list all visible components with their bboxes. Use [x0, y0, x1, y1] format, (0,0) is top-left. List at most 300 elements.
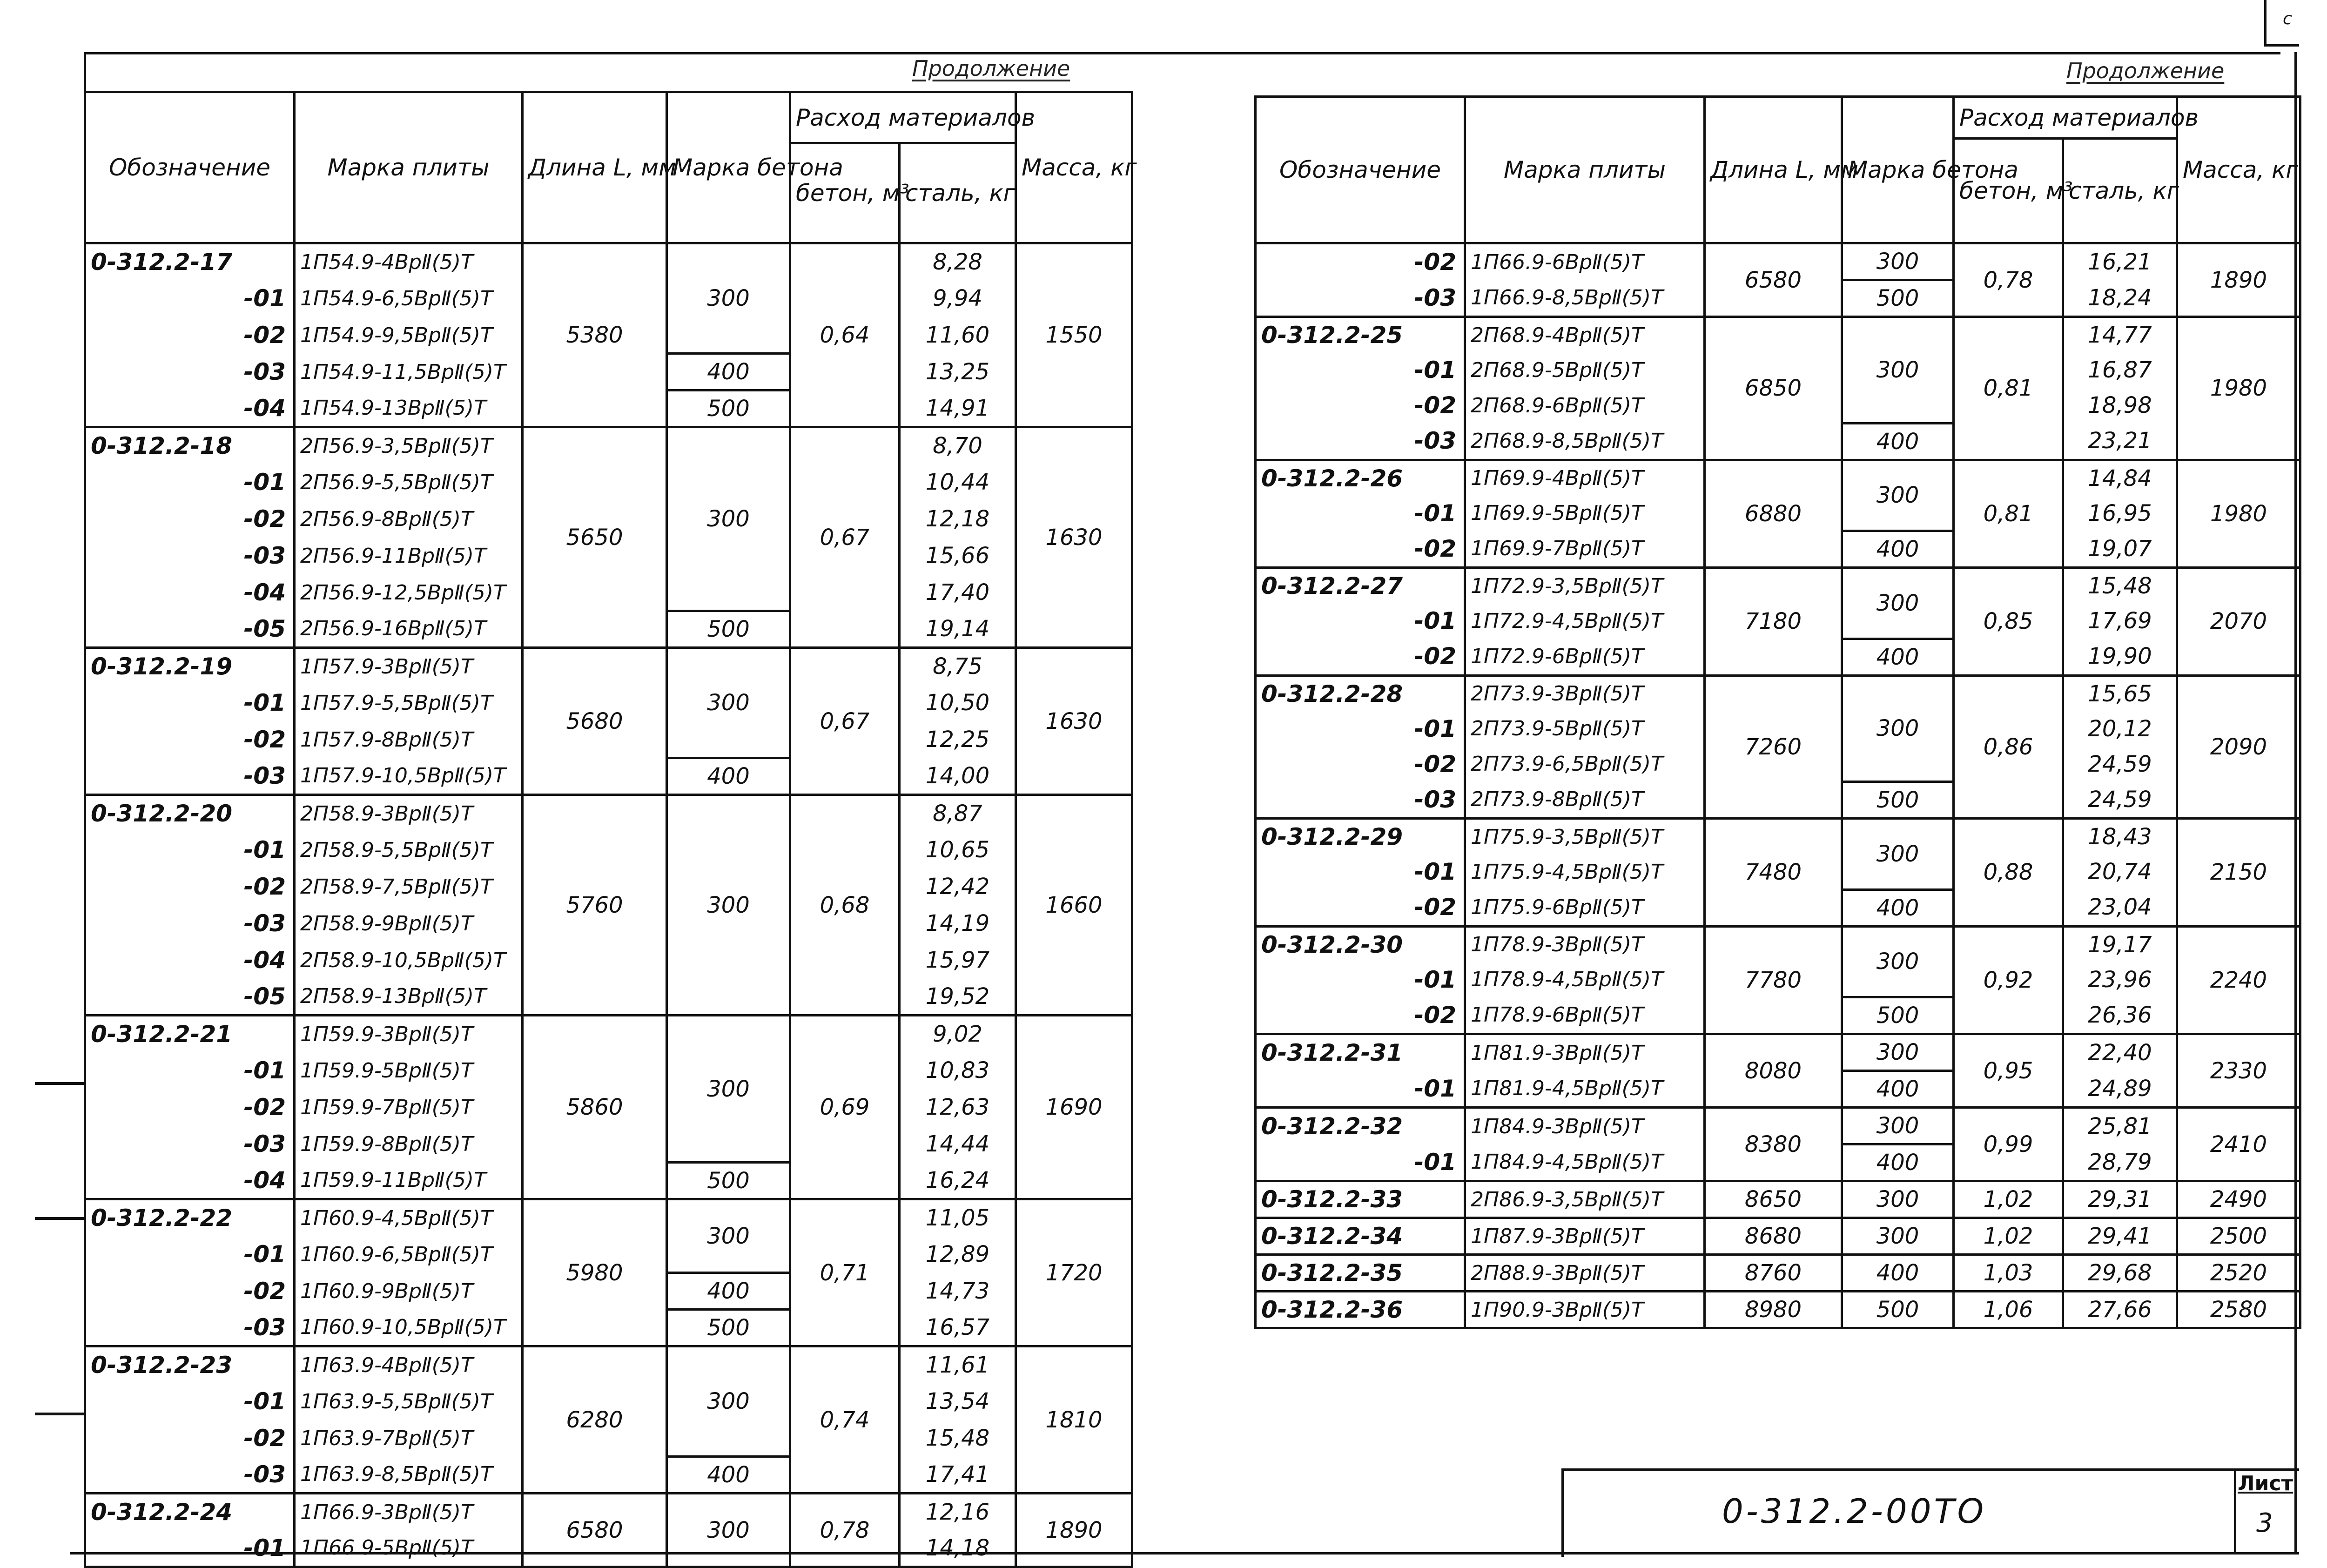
steel-cell: 14,77 [2063, 317, 2177, 353]
concrete-mark-cell: 400 [667, 1457, 790, 1494]
steel-cell: 14,19 [900, 905, 1016, 942]
plate-mark-cell: 1П75.9-3,5ВрⅡ(5)Т [1465, 819, 1705, 855]
concrete-mark-cell: 400 [1842, 531, 1954, 568]
steel-cell: 24,59 [2063, 782, 2177, 819]
concrete-volume-cell: 0,67 [790, 427, 900, 648]
table-row [1256, 1181, 2300, 1218]
plate-mark-cell: 1П63.9-8,5ВрⅡ(5)Т [295, 1457, 523, 1494]
length-cell: 5650 [523, 427, 667, 648]
plate-mark-cell: 1П57.9-8ВрⅡ(5)Т [295, 721, 523, 758]
concrete-mark-cell: 300 [667, 243, 790, 354]
concrete-volume-cell: 0,88 [1954, 819, 2063, 927]
concrete-volume-cell: 0,64 [790, 243, 900, 427]
steel-cell: 12,63 [900, 1089, 1016, 1126]
length-cell: 7260 [1705, 675, 1842, 819]
mass-cell: 1890 [1016, 1494, 1132, 1567]
designation-subindex-cell: -02 [85, 1273, 295, 1310]
designation-subindex-cell: -01 [85, 1383, 295, 1420]
mass-cell: 2580 [2177, 1292, 2300, 1328]
concrete-mark-cell: 400 [1842, 889, 1954, 926]
concrete-mark-cell: 300 [1842, 819, 1954, 890]
concrete-mark-cell: 400 [1842, 639, 1954, 675]
mass-cell: 1810 [1016, 1346, 1132, 1494]
designation-subindex-cell: -02 [1256, 889, 1465, 926]
length-cell: 6280 [523, 1346, 667, 1494]
designation-subindex-cell: -01 [85, 1236, 295, 1273]
mass-cell: 1980 [2177, 317, 2300, 460]
plate-mark-cell: 1П63.9-4ВрⅡ(5)Т [295, 1346, 523, 1383]
plate-mark-cell: 1П81.9-4,5ВрⅡ(5)Т [1465, 1071, 1705, 1108]
steel-cell: 15,66 [900, 538, 1016, 574]
steel-cell: 13,54 [900, 1383, 1016, 1420]
mass-cell: 2090 [2177, 675, 2300, 819]
steel-cell: 19,90 [2063, 639, 2177, 675]
plate-mark-cell: 2П56.9-11ВрⅡ(5)Т [295, 538, 523, 574]
steel-cell: 14,18 [900, 1530, 1016, 1567]
plate-mark-cell: 1П60.9-4,5ВрⅡ(5)Т [295, 1199, 523, 1236]
plate-mark-cell: 2П56.9-5,5ВрⅡ(5)Т [295, 464, 523, 501]
steel-cell: 8,28 [900, 243, 1016, 280]
length-cell: 7780 [1705, 926, 1842, 1034]
designation-subindex-cell: -01 [1256, 352, 1465, 388]
mass-cell: 1550 [1016, 243, 1132, 427]
length-cell: 8680 [1705, 1218, 1842, 1255]
mass-cell: 2500 [2177, 1218, 2300, 1255]
mass-cell: 2070 [2177, 568, 2300, 676]
steel-cell: 19,07 [2063, 531, 2177, 568]
concrete-mark-cell: 300 [667, 1199, 790, 1273]
table-row [1256, 1218, 2300, 1255]
plate-mark-cell: 2П58.9-3ВрⅡ(5)Т [295, 795, 523, 832]
length-cell: 5380 [523, 243, 667, 427]
designation-cell: 0-312.2-21 [85, 1016, 295, 1052]
length-cell: 6580 [523, 1494, 667, 1567]
steel-cell: 15,48 [2063, 568, 2177, 604]
plate-mark-cell: 1П72.9-4,5ВрⅡ(5)Т [1465, 603, 1705, 639]
steel-cell: 16,95 [2063, 496, 2177, 531]
concrete-mark-cell: 300 [1842, 1034, 1954, 1071]
designation-subindex-cell: -02 [1256, 747, 1465, 782]
header-concrete-volume: бетон, м³ [1954, 139, 2063, 243]
designation-subindex-cell: -03 [85, 538, 295, 574]
plate-mark-cell: 2П58.9-10,5ВрⅡ(5)Т [295, 942, 523, 979]
designation-cell: 0-312.2-18 [85, 427, 295, 464]
steel-cell: 19,17 [2063, 926, 2177, 962]
length-cell: 6580 [1705, 243, 1842, 317]
steel-cell: 17,41 [900, 1457, 1016, 1494]
table-header-left [85, 92, 1137, 243]
plate-mark-cell: 2П58.9-13ВрⅡ(5)Т [295, 979, 523, 1016]
plate-mark-cell: 1П57.9-10,5ВрⅡ(5)Т [295, 758, 523, 795]
header-length: Длина L, мм [1705, 97, 1842, 243]
concrete-volume-cell: 0,78 [1954, 243, 2063, 317]
designation-subindex-cell: -01 [1256, 854, 1465, 889]
steel-cell: 14,44 [900, 1126, 1016, 1163]
concrete-mark-cell: 300 [1842, 568, 1954, 639]
steel-cell: 14,84 [2063, 460, 2177, 496]
table-row [85, 1199, 1132, 1236]
table-row [85, 1494, 1132, 1530]
steel-cell: 15,48 [900, 1420, 1016, 1457]
header-length: Длина L, мм [523, 92, 667, 243]
plate-mark-cell: 1П66.9-8,5ВрⅡ(5)Т [1465, 280, 1705, 317]
header-steel: сталь, кг [900, 143, 1016, 243]
header-plate-mark: Марка плиты [1465, 97, 1705, 243]
designation-cell: 0-312.2-36 [1256, 1292, 1465, 1328]
steel-cell: 19,52 [900, 979, 1016, 1016]
concrete-volume-cell: 0,81 [1954, 317, 2063, 460]
plate-mark-cell: 1П75.9-6ВрⅡ(5)Т [1465, 889, 1705, 926]
designation-subindex-cell: -04 [85, 1163, 295, 1199]
steel-cell: 24,89 [2063, 1071, 2177, 1108]
plate-mark-cell: 1П84.9-4,5ВрⅡ(5)Т [1465, 1144, 1705, 1181]
designation-cell: 0-312.2-17 [85, 243, 295, 280]
designation-cell: 0-312.2-28 [1256, 675, 1465, 711]
sheet-label: Лист [2238, 1472, 2293, 1495]
designation-cell: 0-312.2-24 [85, 1494, 295, 1530]
header-consumption: Расход материалов [1954, 97, 2177, 139]
concrete-volume-cell: 1,02 [1954, 1181, 2063, 1218]
table-row [1256, 317, 2300, 353]
designation-subindex-cell: -01 [85, 832, 295, 868]
plate-mark-cell: 2П73.9-6,5ВрⅡ(5)Т [1465, 747, 1705, 782]
plate-mark-cell: 1П81.9-3ВрⅡ(5)Т [1465, 1034, 1705, 1071]
plate-mark-cell: 1П54.9-6,5ВрⅡ(5)Т [295, 280, 523, 317]
plate-mark-cell: 1П69.9-4ВрⅡ(5)Т [1465, 460, 1705, 496]
steel-cell: 19,14 [900, 611, 1016, 648]
table-row [1256, 675, 2300, 711]
plate-mark-cell: 2П58.9-5,5ВрⅡ(5)Т [295, 832, 523, 868]
concrete-mark-cell: 400 [1842, 423, 1954, 460]
concrete-mark-cell: 500 [1842, 782, 1954, 819]
plate-mark-cell: 1П72.9-3,5ВрⅡ(5)Т [1465, 568, 1705, 604]
table-row [85, 1016, 1132, 1052]
length-cell: 5860 [523, 1016, 667, 1199]
plate-mark-cell: 1П63.9-7ВрⅡ(5)Т [295, 1420, 523, 1457]
designation-cell: 0-312.2-20 [85, 795, 295, 832]
plate-mark-cell: 2П68.9-8,5ВрⅡ(5)Т [1465, 423, 1705, 460]
steel-cell: 23,96 [2063, 962, 2177, 997]
concrete-mark-cell: 500 [667, 1163, 790, 1199]
continuation-label-left: Продолжение [912, 56, 1070, 81]
mass-cell: 2520 [2177, 1255, 2300, 1292]
header-steel: сталь, кг [2063, 139, 2177, 243]
steel-cell: 9,94 [900, 280, 1016, 317]
binding-tick [35, 1082, 86, 1085]
designation-cell: 0-312.2-22 [85, 1199, 295, 1236]
designation-cell: 0-312.2-25 [1256, 317, 1465, 353]
concrete-mark-cell: 300 [1842, 460, 1954, 531]
concrete-volume-cell: 0,86 [1954, 675, 2063, 819]
designation-subindex-cell: -04 [85, 390, 295, 427]
continuation-label-right: Продолжение [2066, 58, 2225, 83]
designation-subindex-cell: -02 [1256, 531, 1465, 568]
steel-cell: 8,87 [900, 795, 1016, 832]
header-concrete-mark: Марка бетона [667, 92, 790, 243]
mass-cell: 2240 [2177, 926, 2300, 1034]
designation-subindex-cell: -01 [1256, 1071, 1465, 1108]
concrete-volume-cell: 0,99 [1954, 1108, 2063, 1181]
length-cell: 6850 [1705, 317, 1842, 460]
table-header-right [1256, 97, 2300, 243]
header-mass: Масса, кг [1016, 92, 1132, 243]
plate-mark-cell: 1П60.9-9ВрⅡ(5)Т [295, 1273, 523, 1310]
designation-subindex-cell: -02 [1256, 243, 1465, 280]
header-designation: Обозначение [1256, 97, 1465, 243]
steel-cell: 11,61 [900, 1346, 1016, 1383]
concrete-mark-cell: 500 [667, 390, 790, 427]
designation-cell: 0-312.2-19 [85, 648, 295, 685]
designation-subindex-cell: -02 [85, 317, 295, 354]
mass-cell: 2330 [2177, 1034, 2300, 1108]
designation-subindex-cell: -02 [85, 501, 295, 538]
plate-mark-cell: 2П68.9-4ВрⅡ(5)Т [1465, 317, 1705, 353]
steel-cell: 17,40 [900, 574, 1016, 611]
length-cell: 8650 [1705, 1181, 1842, 1218]
plate-mark-cell: 1П66.9-5ВрⅡ(5)Т [295, 1530, 523, 1567]
concrete-mark-cell: 400 [667, 758, 790, 795]
table-row [85, 795, 1132, 832]
steel-cell: 10,50 [900, 685, 1016, 721]
length-cell: 8380 [1705, 1108, 1842, 1181]
plate-mark-cell: 1П59.9-5ВрⅡ(5)Т [295, 1052, 523, 1089]
mass-cell: 1980 [2177, 460, 2300, 568]
table-row [1256, 1292, 2300, 1328]
plate-mark-cell: 1П54.9-4ВрⅡ(5)Т [295, 243, 523, 280]
header-plate-mark: Марка плиты [295, 92, 523, 243]
frame-top-line [84, 52, 2280, 54]
plate-mark-cell: 1П59.9-7ВрⅡ(5)Т [295, 1089, 523, 1126]
concrete-mark-cell: 400 [1842, 1255, 1954, 1292]
steel-cell: 27,66 [2063, 1292, 2177, 1328]
plate-mark-cell: 1П78.9-4,5ВрⅡ(5)Т [1465, 962, 1705, 997]
designation-subindex-cell: -01 [85, 464, 295, 501]
concrete-volume-cell: 1,02 [1954, 1218, 2063, 1255]
designation-subindex-cell: -03 [85, 1310, 295, 1346]
designation-subindex-cell: -02 [85, 1420, 295, 1457]
steel-cell: 25,81 [2063, 1108, 2177, 1144]
designation-subindex-cell: -04 [85, 942, 295, 979]
plate-mark-cell: 1П59.9-8ВрⅡ(5)Т [295, 1126, 523, 1163]
steel-cell: 16,21 [2063, 243, 2177, 280]
plate-mark-cell: 1П84.9-3ВрⅡ(5)Т [1465, 1108, 1705, 1144]
length-cell: 8980 [1705, 1292, 1842, 1328]
steel-cell: 22,40 [2063, 1034, 2177, 1071]
plate-mark-cell: 2П58.9-9ВрⅡ(5)Т [295, 905, 523, 942]
mass-cell: 2150 [2177, 819, 2300, 927]
table-row [1256, 460, 2300, 496]
concrete-mark-cell: 400 [667, 354, 790, 390]
steel-cell: 17,69 [2063, 603, 2177, 639]
mass-cell: 2410 [2177, 1108, 2300, 1181]
binding-tick [35, 1217, 86, 1220]
plate-mark-cell: 1П54.9-11,5ВрⅡ(5)Т [295, 354, 523, 390]
plate-mark-cell: 1П69.9-7ВрⅡ(5)Т [1465, 531, 1705, 568]
designation-subindex-cell: -02 [85, 1089, 295, 1126]
steel-cell: 8,70 [900, 427, 1016, 464]
steel-cell: 29,31 [2063, 1181, 2177, 1218]
designation-subindex-cell: -04 [85, 574, 295, 611]
steel-cell: 12,16 [900, 1494, 1016, 1530]
designation-subindex-cell: -03 [85, 1126, 295, 1163]
steel-cell: 14,91 [900, 390, 1016, 427]
plate-mark-cell: 1П66.9-3ВрⅡ(5)Т [295, 1494, 523, 1530]
plate-mark-cell: 1П57.9-3ВрⅡ(5)Т [295, 648, 523, 685]
steel-cell: 15,65 [2063, 675, 2177, 711]
steel-cell: 10,44 [900, 464, 1016, 501]
steel-cell: 14,00 [900, 758, 1016, 795]
header-mass: Масса, кг [2177, 97, 2300, 243]
steel-cell: 11,05 [900, 1199, 1016, 1236]
steel-cell: 18,98 [2063, 388, 2177, 423]
concrete-mark-cell: 300 [1842, 317, 1954, 424]
length-cell: 6880 [1705, 460, 1842, 568]
concrete-volume-cell: 0,69 [790, 1016, 900, 1199]
designation-cell: 0-312.2-35 [1256, 1255, 1465, 1292]
steel-cell: 16,57 [900, 1310, 1016, 1346]
designation-subindex-cell: -02 [1256, 639, 1465, 675]
designation-subindex-cell: -01 [1256, 711, 1465, 747]
designation-subindex-cell: -01 [85, 1052, 295, 1089]
concrete-volume-cell: 0,68 [790, 795, 900, 1016]
designation-cell: 0-312.2-31 [1256, 1034, 1465, 1071]
plate-mark-cell: 1П63.9-5,5ВрⅡ(5)Т [295, 1383, 523, 1420]
plate-mark-cell: 1П59.9-11ВрⅡ(5)Т [295, 1163, 523, 1199]
designation-subindex-cell: -01 [1256, 1144, 1465, 1181]
designation-subindex-cell: -03 [85, 905, 295, 942]
steel-cell: 28,79 [2063, 1144, 2177, 1181]
length-cell: 8080 [1705, 1034, 1842, 1108]
plate-mark-cell: 2П56.9-3,5ВрⅡ(5)Т [295, 427, 523, 464]
table-row [1256, 243, 2300, 280]
mass-cell: 1630 [1016, 648, 1132, 795]
designation-subindex-cell: -03 [85, 354, 295, 390]
plate-mark-cell: 1П60.9-10,5ВрⅡ(5)Т [295, 1310, 523, 1346]
concrete-mark-cell: 400 [1842, 1071, 1954, 1108]
steel-cell: 10,65 [900, 832, 1016, 868]
designation-subindex-cell: -01 [85, 280, 295, 317]
table-body-left [85, 243, 1132, 1567]
concrete-volume-cell: 1,03 [1954, 1255, 2063, 1292]
designation-subindex-cell: -02 [85, 721, 295, 758]
designation-cell: 0-312.2-30 [1256, 926, 1465, 962]
plates-table-left [84, 91, 1137, 1568]
concrete-mark-cell: 500 [1842, 997, 1954, 1034]
table-row [1256, 1034, 2300, 1071]
designation-subindex-cell: -03 [1256, 782, 1465, 819]
length-cell: 8760 [1705, 1255, 1842, 1292]
steel-cell: 29,68 [2063, 1255, 2177, 1292]
plate-mark-cell: 2П56.9-12,5ВрⅡ(5)Т [295, 574, 523, 611]
plate-mark-cell: 2П56.9-16ВрⅡ(5)Т [295, 611, 523, 648]
plate-mark-cell: 1П60.9-6,5ВрⅡ(5)Т [295, 1236, 523, 1273]
mass-cell: 1720 [1016, 1199, 1132, 1346]
steel-cell: 18,24 [2063, 280, 2177, 317]
concrete-mark-cell: 300 [1842, 1181, 1954, 1218]
steel-cell: 20,12 [2063, 711, 2177, 747]
plate-mark-cell: 2П68.9-5ВрⅡ(5)Т [1465, 352, 1705, 388]
steel-cell: 8,75 [900, 648, 1016, 685]
length-cell: 5980 [523, 1199, 667, 1346]
designation-cell: 0-312.2-33 [1256, 1181, 1465, 1218]
length-cell: 7180 [1705, 568, 1842, 676]
concrete-mark-cell: 500 [667, 1310, 790, 1346]
plate-mark-cell: 1П54.9-13ВрⅡ(5)Т [295, 390, 523, 427]
plate-mark-cell: 1П66.9-6ВрⅡ(5)Т [1465, 243, 1705, 280]
concrete-volume-cell: 0,92 [1954, 926, 2063, 1034]
steel-cell: 16,87 [2063, 352, 2177, 388]
designation-cell: 0-312.2-34 [1256, 1218, 1465, 1255]
plate-mark-cell: 1П57.9-5,5ВрⅡ(5)Т [295, 685, 523, 721]
header-designation: Обозначение [85, 92, 295, 243]
steel-cell: 12,89 [900, 1236, 1016, 1273]
concrete-mark-cell: 500 [1842, 1292, 1954, 1328]
table-row [85, 648, 1132, 685]
steel-cell: 15,97 [900, 942, 1016, 979]
table-row [85, 243, 1132, 280]
plate-mark-cell: 2П86.9-3,5ВрⅡ(5)Т [1465, 1181, 1705, 1218]
plates-table-right [1254, 95, 2301, 1329]
mass-cell: 1690 [1016, 1016, 1132, 1199]
table-body-right [1256, 243, 2300, 1328]
concrete-volume-cell: 1,06 [1954, 1292, 2063, 1328]
plate-mark-cell: 1П59.9-3ВрⅡ(5)Т [295, 1016, 523, 1052]
table-row [1256, 1108, 2300, 1144]
steel-cell: 16,24 [900, 1163, 1016, 1199]
concrete-volume-cell: 0,74 [790, 1346, 900, 1494]
mass-cell: 1660 [1016, 795, 1132, 1016]
concrete-mark-cell: 300 [1842, 926, 1954, 997]
header-concrete-mark: Марка бетона [1842, 97, 1954, 243]
designation-subindex-cell: -03 [85, 758, 295, 795]
designation-cell: 0-312.2-26 [1256, 460, 1465, 496]
steel-cell: 9,02 [900, 1016, 1016, 1052]
designation-cell: 0-312.2-23 [85, 1346, 295, 1383]
concrete-mark-cell: 300 [667, 1346, 790, 1457]
corner-mark: с [2283, 9, 2292, 28]
concrete-volume-cell: 0,95 [1954, 1034, 2063, 1108]
designation-subindex-cell: -01 [85, 1530, 295, 1567]
concrete-mark-cell: 300 [667, 427, 790, 611]
designation-subindex-cell: -01 [85, 685, 295, 721]
plate-mark-cell: 1П78.9-6ВрⅡ(5)Т [1465, 997, 1705, 1034]
concrete-mark-cell: 500 [1842, 280, 1954, 317]
plate-mark-cell: 2П73.9-3ВрⅡ(5)Т [1465, 675, 1705, 711]
concrete-mark-cell: 400 [1842, 1144, 1954, 1181]
plate-mark-cell: 2П88.9-3ВрⅡ(5)Т [1465, 1255, 1705, 1292]
plate-mark-cell: 2П68.9-6ВрⅡ(5)Т [1465, 388, 1705, 423]
concrete-mark-cell: 300 [1842, 1108, 1954, 1144]
plate-mark-cell: 1П75.9-4,5ВрⅡ(5)Т [1465, 854, 1705, 889]
concrete-mark-cell: 300 [1842, 243, 1954, 280]
designation-cell: 0-312.2-27 [1256, 568, 1465, 604]
concrete-mark-cell: 300 [667, 648, 790, 758]
document-code: 0-312.2-00ТО [1722, 1492, 1987, 1531]
designation-subindex-cell: -05 [85, 979, 295, 1016]
concrete-mark-cell: 500 [667, 611, 790, 648]
plate-mark-cell: 1П90.9-3ВрⅡ(5)Т [1465, 1292, 1705, 1328]
concrete-volume-cell: 0,85 [1954, 568, 2063, 676]
steel-cell: 13,25 [900, 354, 1016, 390]
designation-subindex-cell: -05 [85, 611, 295, 648]
mass-cell: 1630 [1016, 427, 1132, 648]
table-row [1256, 1255, 2300, 1292]
header-consumption: Расход материалов [790, 92, 1016, 143]
designation-cell: 0-312.2-29 [1256, 819, 1465, 855]
header-concrete-volume: бетон, м³ [790, 143, 900, 243]
steel-cell: 23,21 [2063, 423, 2177, 460]
designation-subindex-cell: -01 [1256, 603, 1465, 639]
